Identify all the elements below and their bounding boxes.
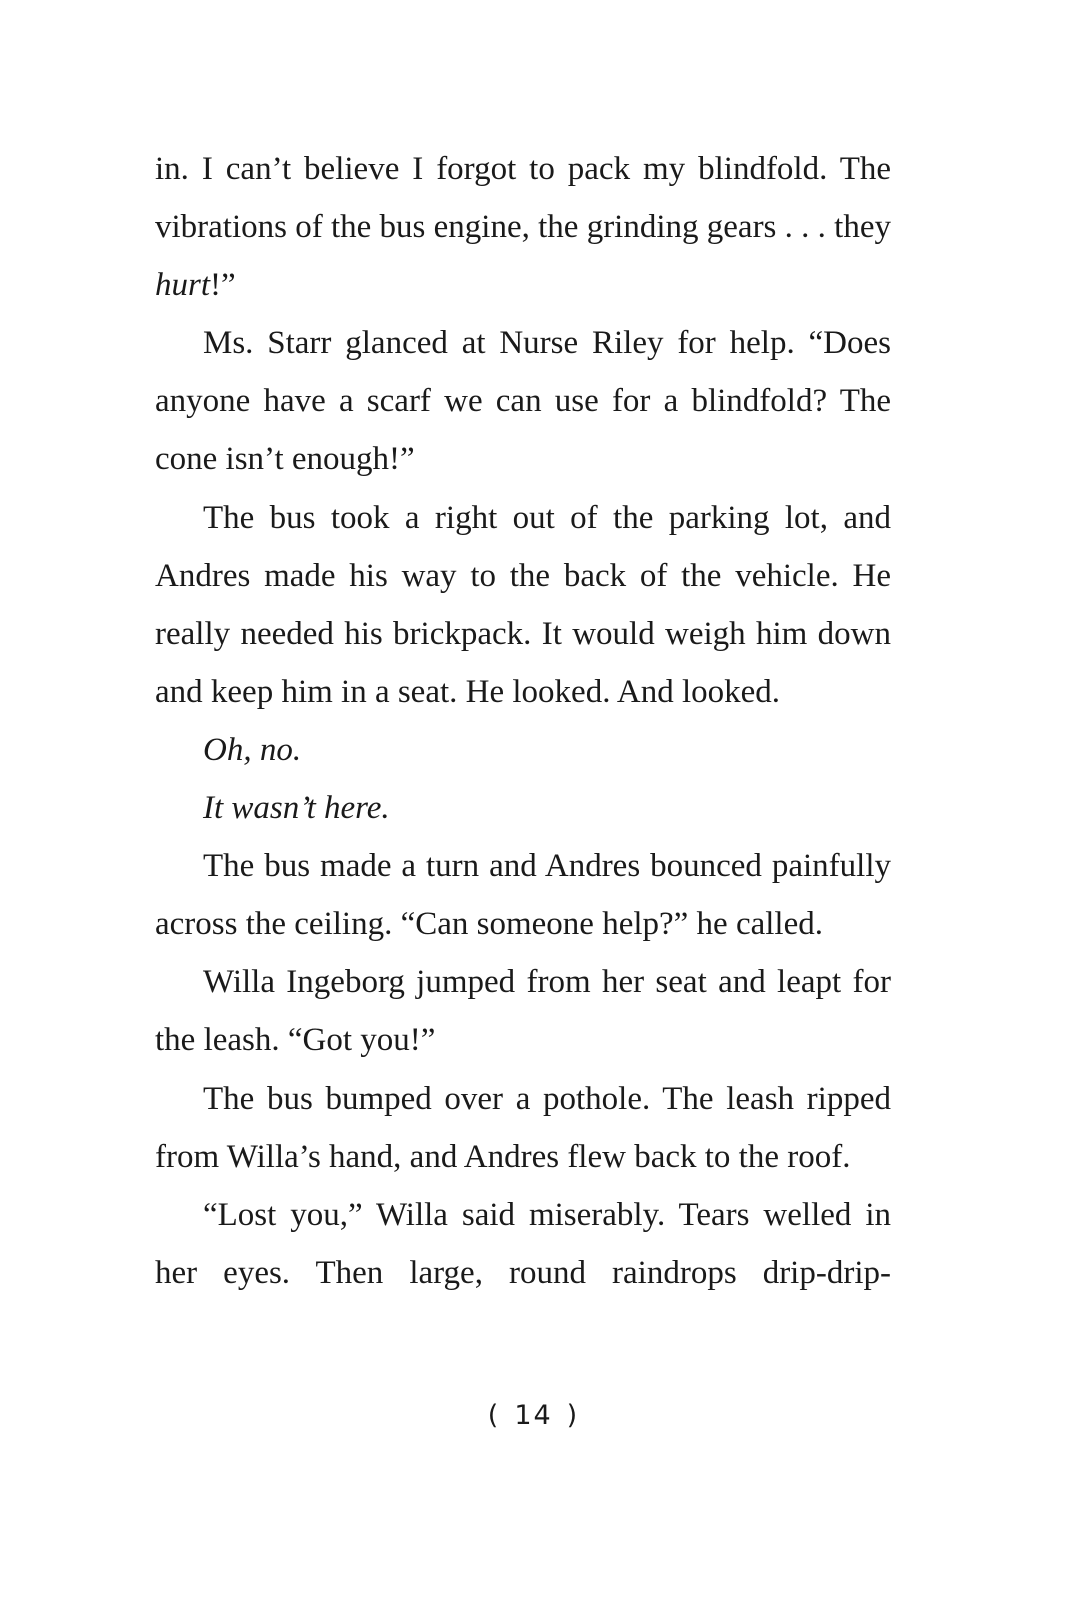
paragraph: The bus took a right out of the parking lot, and Andres made his way to the back of the vehicle. He really needed his brickpack. It would weigh him down and keep him in a seat. He looked. And looked. [155,499,891,710]
page-number [0,1400,1067,1431]
page-number-open-paren: ( [487,1400,501,1431]
page-number-value: 14 [514,1400,553,1431]
paragraph: Willa Ingeborg jumped from her seat and leapt for the leash. “Got you!” [155,964,891,1059]
paragraph: in. I can’t believe I forgot to pack my blindfold. The vibrations of the bus engine, the grinding gears . . . they hurt!” [155,151,891,304]
paragraph: The bus made a turn and Andres bounced painfully across the ceiling. “Can someone help?” he called. [155,848,891,943]
paragraph: Ms. Starr glanced at Nurse Riley for help. “Does anyone have a scarf we can use for a blindfold? The cone isn’t enough!” [155,325,891,478]
paragraph: “Lost you,” Willa said miserably. Tears welled in her eyes. Then large, round raindrops drip-drip- [155,1196,891,1291]
body-text [155,140,891,1302]
paragraph: The bus bumped over a pothole. The leash ripped from Willa’s hand, and Andres flew back to the roof. [155,1080,891,1175]
paragraph: Oh, no. [203,731,302,768]
paragraph: It wasn’t here. [203,790,390,827]
page-number-close-paren: ) [566,1400,580,1431]
